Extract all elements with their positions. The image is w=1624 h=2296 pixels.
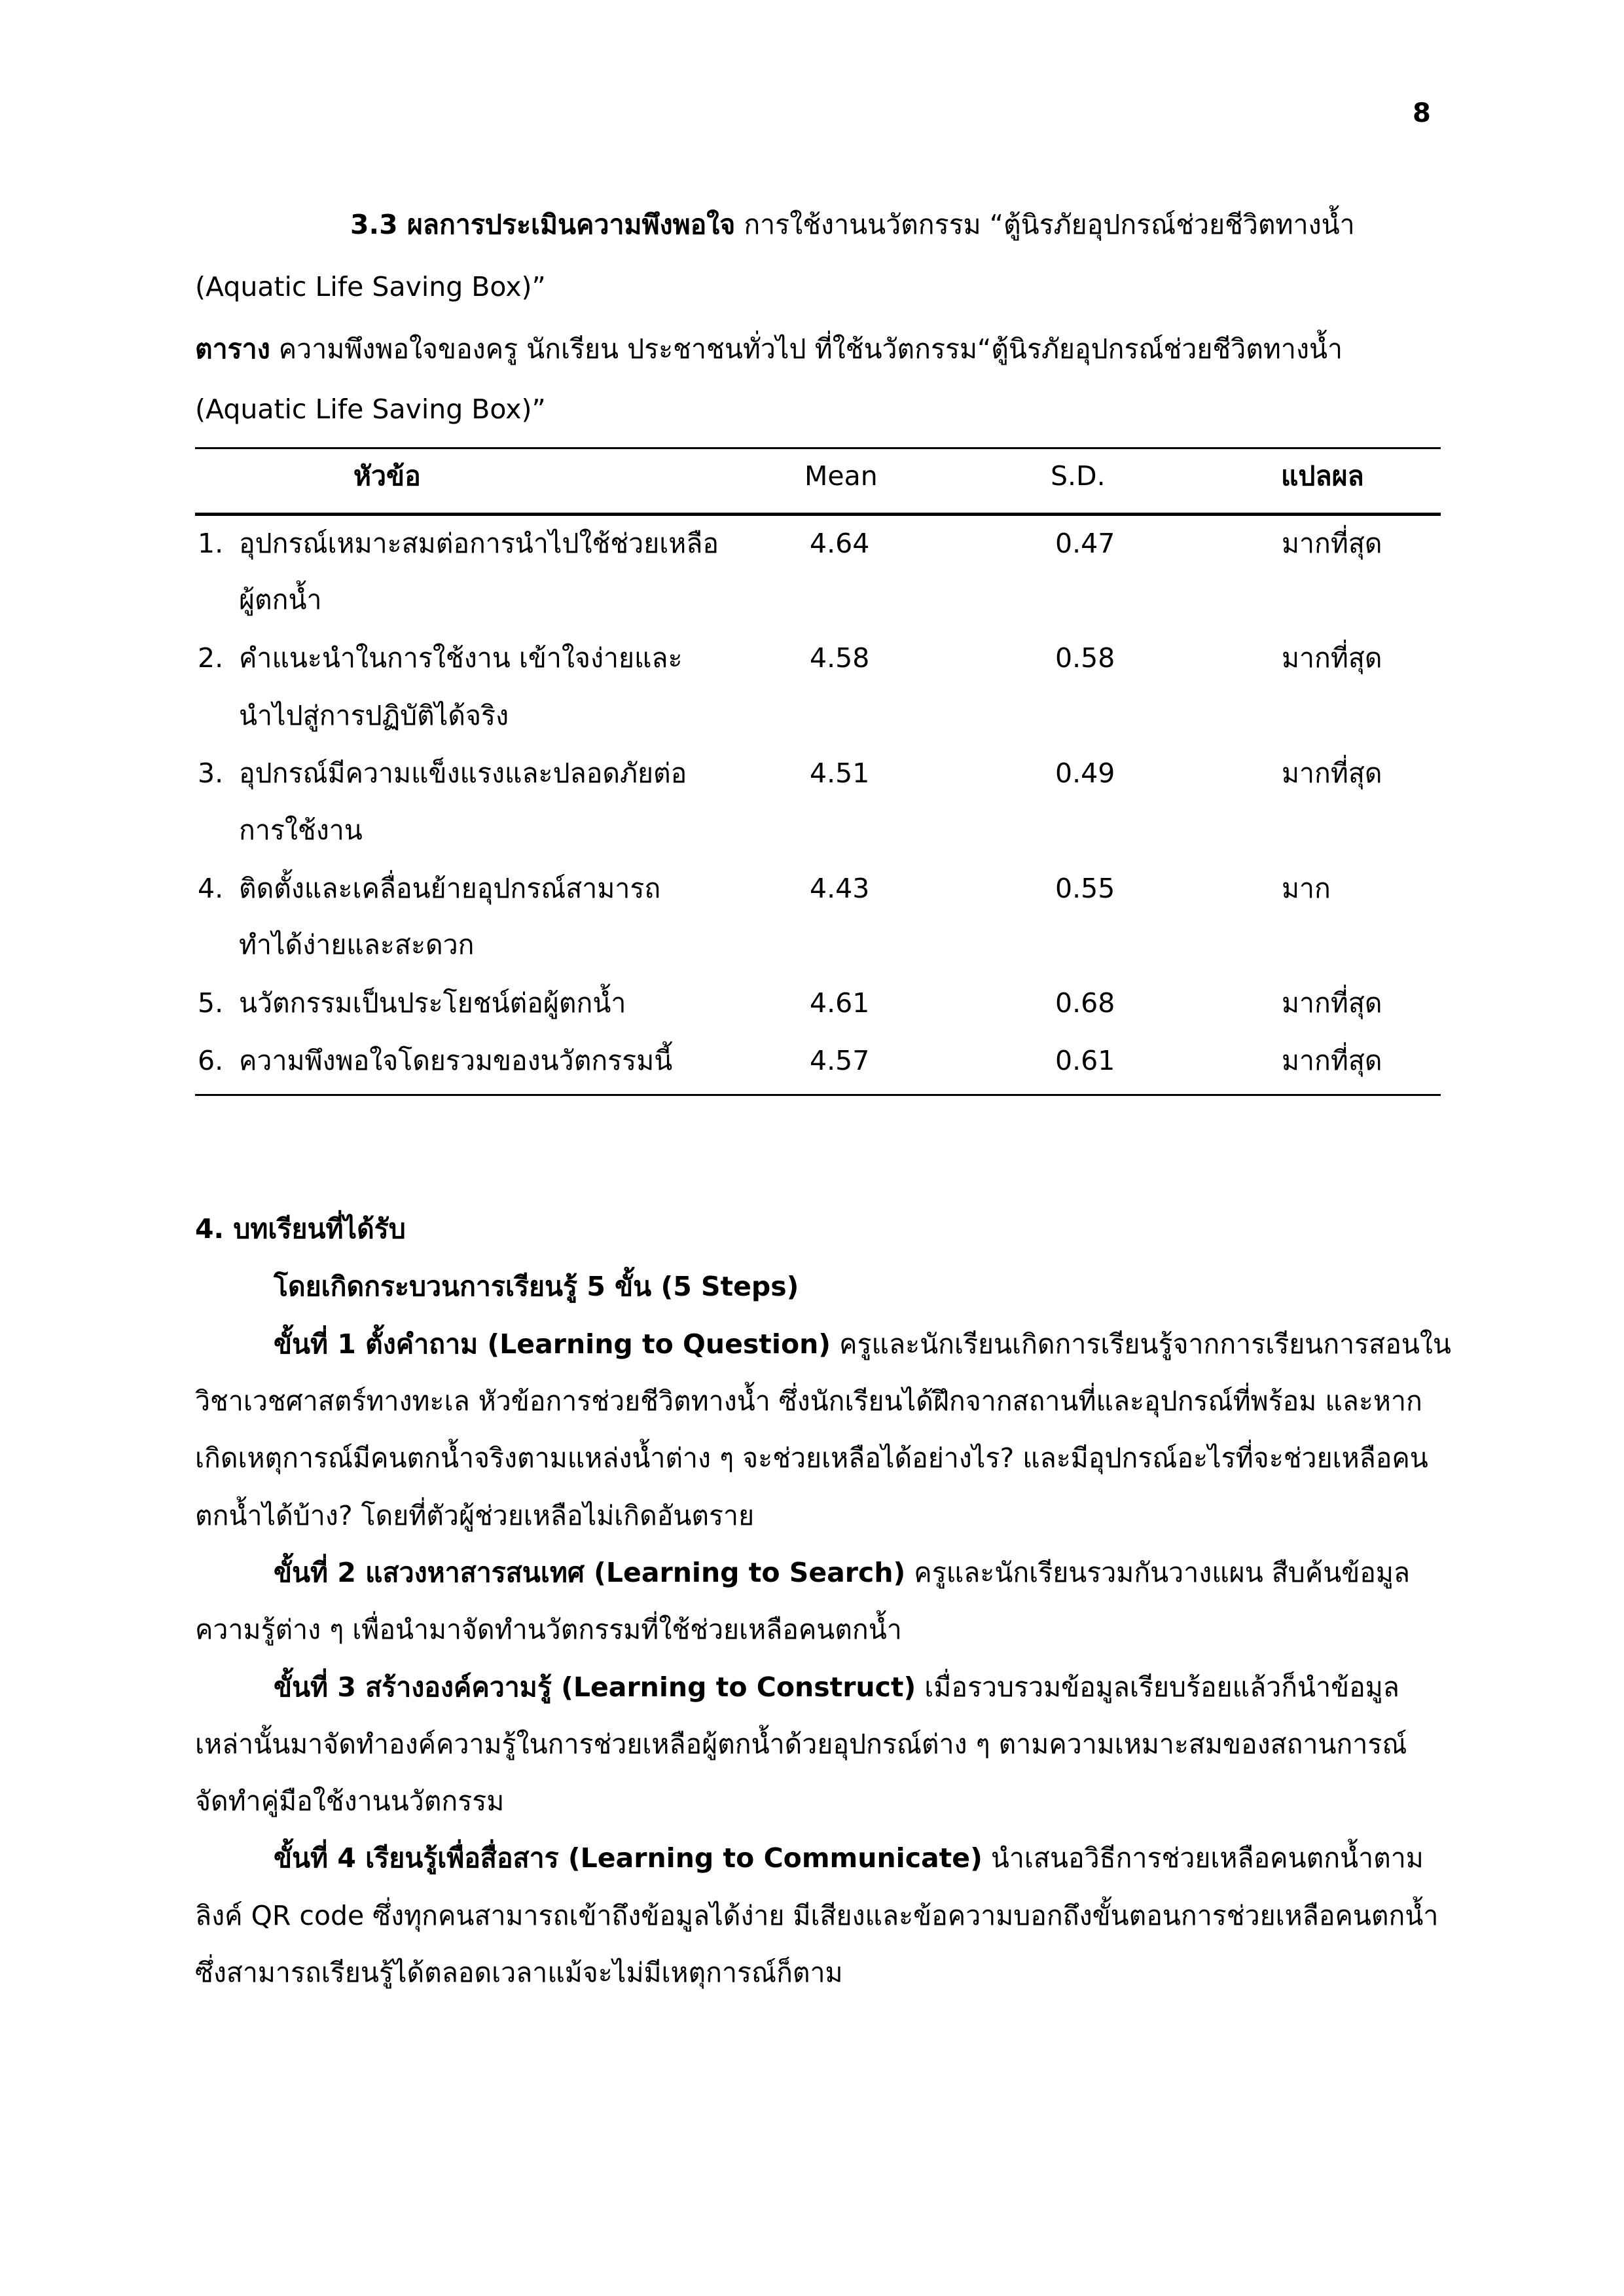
row-topic: นวัตกรรมเป็นประโยชน์ต่อผู้ตกน้ำ [239, 987, 626, 1019]
section-4-subheading: โดยเกิดกระบวนการเรียนรู้ 5 ขั้น (5 Steps) [274, 1271, 799, 1302]
row-mean: 4.58 [810, 642, 870, 674]
step-2-line [274, 1553, 1519, 1592]
row-mean: 4.43 [810, 873, 870, 904]
section-3-3-heading [350, 205, 1596, 244]
row-topic-cont: การใช้งาน [239, 814, 363, 846]
step-2-label: ขั้นที่ 2 แสวงหาสารสนเทศ (Learning to Search) [274, 1557, 906, 1588]
section-4-heading: 4. บทเรียนที่ได้รับ [195, 1213, 406, 1245]
table-caption-label: ตาราง [195, 333, 270, 365]
table-caption-cont: (Aquatic Life Saving Box)” [195, 393, 546, 425]
step-4-line-2: ลิงค์ QR code ซึ่งทุกคนสามารถเข้าถึงข้อมูลได้ง่าย มีเสียงและข้อความบอกถึงขั้นตอนการช่วยเหลือคนตกน้ำ [195, 1900, 1439, 1931]
row-number: 6. [198, 1045, 224, 1076]
row-mean: 4.61 [810, 987, 870, 1019]
row-sd: 0.58 [1055, 642, 1115, 674]
step-4-line [274, 1838, 1519, 1878]
table-header-topic: หัวข้อ [353, 460, 421, 492]
row-result: มากที่สุด [1282, 987, 1382, 1019]
row-topic-cont: ผู้ตกน้ำ [239, 584, 322, 615]
table-caption [195, 329, 1441, 369]
table-header-rule [195, 513, 1441, 516]
row-sd: 0.55 [1055, 873, 1115, 904]
step-1-line [274, 1324, 1519, 1364]
step-3-text: เมื่อรวบรวมข้อมูลเรียบร้อยแล้วก็นำข้อมูล [916, 1671, 1399, 1703]
row-mean: 4.51 [810, 757, 870, 789]
row-sd: 0.61 [1055, 1045, 1115, 1076]
row-number: 3. [198, 757, 224, 789]
step-1-line-3: เกิดเหตุการณ์มีคนตกน้ำจริงตามแหล่งน้ำต่าง ๆ จะช่วยเหลือได้อย่างไร? และมีอุปกรณ์อะไรที่จะช่วยเหลือคน [195, 1442, 1428, 1474]
row-topic: ความพึงพอใจโดยรวมของนวัตกรรมนี้ [239, 1045, 673, 1076]
table-top-rule [195, 447, 1441, 449]
row-result: มากที่สุด [1282, 528, 1382, 559]
row-topic: อุปกรณ์เหมาะสมต่อการนำไปใช้ช่วยเหลือ [239, 528, 719, 559]
row-sd: 0.47 [1055, 528, 1115, 559]
table-header-mean: Mean [804, 460, 878, 492]
step-3-line-3: จัดทำคู่มือใช้งานนวัตกรรม [195, 1785, 505, 1817]
step-4-label: ขั้นที่ 4 เรียนรู้เพื่อสื่อสาร (Learning to Communicate) [274, 1842, 983, 1874]
step-1-line-2: วิชาเวชศาสตร์ทางทะเล หัวข้อการช่วยชีวิตทางน้ำ ซึ่งนักเรียนได้ฝึกจากสถานที่และอุปกรณ์ที่พร้อม และหาก [195, 1385, 1422, 1417]
step-4-text: นำเสนอวิธีการช่วยเหลือคนตกน้ำตาม [982, 1842, 1424, 1874]
section-3-3-heading-text: การใช้งานนวัตกรรม “ตู้นิรภัยอุปกรณ์ช่วยชีวิตทางน้ำ [735, 209, 1355, 240]
row-number: 2. [198, 642, 224, 674]
step-2-text: ครูและนักเรียนรวมกันวางแผน สืบค้นข้อมูล [905, 1557, 1411, 1588]
row-topic-cont: ทำได้ง่ายและสะดวก [239, 929, 475, 960]
row-topic: อุปกรณ์มีความแข็งแรงและปลอดภัยต่อ [239, 757, 687, 789]
step-2-line-2: ความรู้ต่าง ๆ เพื่อนำมาจัดทำนวัตกรรมที่ใช้ช่วยเหลือคนตกน้ำ [195, 1614, 902, 1645]
table-header-result: แปลผล [1281, 460, 1364, 492]
row-result: มากที่สุด [1282, 1045, 1382, 1076]
step-4-line-3: ซึ่งสามารถเรียนรู้ได้ตลอดเวลาแม้จะไม่มีเหตุการณ์ก็ตาม [195, 1957, 843, 1988]
step-1-label: ขั้นที่ 1 ตั้งคำถาม (Learning to Question) [274, 1328, 831, 1360]
table-caption-text: ความพึงพอใจของครู นักเรียน ประชาชนทั่วไป ที่ใช้นวัตกรรม“ตู้นิรภัยอุปกรณ์ช่วยชีวิตทางน้ำ [270, 333, 1343, 365]
row-topic: ติดตั้งและเคลื่อนย้ายอุปกรณ์สามารถ [239, 873, 661, 904]
step-3-line-2: เหล่านั้นมาจัดทำองค์ความรู้ในการช่วยเหลือผู้ตกน้ำด้วยอุปกรณ์ต่าง ๆ ตามความเหมาะสมของสถานการณ์ [195, 1728, 1407, 1760]
page-number: 8 [1413, 98, 1431, 128]
step-3-label: ขั้นที่ 3 สร้างองค์ความรู้ (Learning to Construct) [274, 1671, 916, 1703]
row-topic-cont: นำไปสู่การปฏิบัติได้จริง [239, 700, 509, 731]
row-sd: 0.68 [1055, 987, 1115, 1019]
row-number: 4. [198, 873, 224, 904]
row-number: 5. [198, 987, 224, 1019]
row-result: มากที่สุด [1282, 642, 1382, 674]
section-3-3-heading-cont: (Aquatic Life Saving Box)” [195, 271, 546, 302]
section-3-3-heading-bold: 3.3 ผลการประเมินความพึงพอใจ [350, 209, 736, 240]
row-topic: คำแนะนำในการใช้งาน เข้าใจง่ายและ [239, 642, 683, 674]
table-bottom-rule [195, 1094, 1441, 1096]
row-sd: 0.49 [1055, 757, 1115, 789]
step-1-text: ครูและนักเรียนเกิดการเรียนรู้จากการเรียนการสอนใน [831, 1328, 1451, 1360]
step-1-line-4: ตกน้ำได้บ้าง? โดยที่ตัวผู้ช่วยเหลือไม่เกิดอันตราย [195, 1500, 755, 1531]
row-number: 1. [198, 528, 224, 559]
row-mean: 4.57 [810, 1045, 870, 1076]
step-3-line [274, 1667, 1519, 1707]
row-result: มากที่สุด [1282, 757, 1382, 789]
table-header-sd: S.D. [1051, 460, 1106, 492]
row-mean: 4.64 [810, 528, 870, 559]
row-result: มาก [1282, 873, 1331, 904]
